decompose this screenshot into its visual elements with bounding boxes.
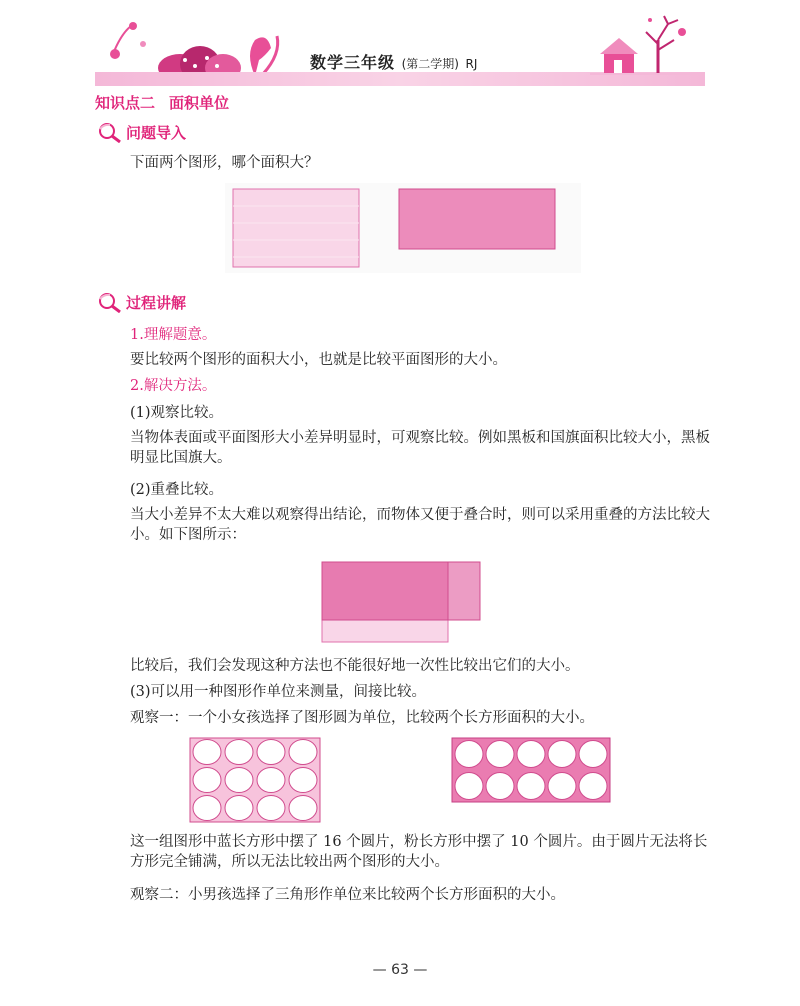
method3-title: (3)可以用一种图形作单位来测量，间接比较。	[130, 684, 427, 700]
section-title	[95, 92, 229, 113]
circle-tile	[289, 768, 317, 793]
method1-title: (1)观察比较。	[130, 405, 224, 421]
header-subtitle: (第二学期)	[401, 57, 459, 71]
circle-tile	[225, 740, 253, 765]
intro-figures	[225, 183, 581, 273]
circle-tile	[289, 796, 317, 821]
circle-tile	[548, 773, 576, 800]
observation1-text: 观察一：一个小女孩选择了图形圆为单位，比较两个长方形面积的大小。	[130, 710, 594, 726]
header-edition: RJ	[465, 57, 478, 71]
step2-title: 2.解决方法。	[130, 378, 217, 394]
step1-title: 1.理解题意。	[130, 327, 217, 343]
observation2-text: 观察二：小男孩选择了三角形作单位来比较两个长方形面积的大小。	[130, 887, 565, 903]
intro-question: 下面两个图形，哪个面积大？	[130, 155, 319, 171]
circle-tile	[257, 768, 285, 793]
page-header	[0, 0, 800, 92]
solid-rectangle	[399, 189, 555, 249]
method2-title: (2)重叠比较。	[130, 482, 224, 498]
step1-text: 要比较两个图形的面积大小，也就是比较平面图形的大小。	[130, 352, 507, 368]
circles-left-rectangle	[188, 736, 322, 824]
method2-text-content: 当大小差异不太大难以观察得出结论，而物体又便于叠合时，则可以采用重叠的方法比较大小。如下图所示：	[130, 507, 710, 543]
method1-text	[130, 428, 710, 468]
header-title	[310, 50, 477, 73]
circle-tile	[455, 741, 483, 768]
circles-right-rectangle	[450, 736, 612, 804]
circle-tile	[289, 740, 317, 765]
circle-tile	[193, 768, 221, 793]
circle-tile	[455, 773, 483, 800]
circle-tile	[193, 796, 221, 821]
circle-tile	[257, 740, 285, 765]
circle-tile	[579, 773, 607, 800]
method2-text	[130, 505, 710, 545]
intro-label: 问题导入	[126, 123, 187, 142]
circle-tile	[486, 773, 514, 800]
section-title-b: 面积单位	[169, 94, 230, 112]
circle-tile	[193, 740, 221, 765]
circle-tile	[257, 796, 285, 821]
header-decoration-left-icon	[95, 14, 285, 80]
after-overlap-text: 比较后，我们会发现这种方法也不能很好地一次性比较出它们的大小。	[130, 658, 580, 674]
observation1-result-content: 这一组图形中蓝长方形中摆了 16 个圆片，粉长方形中摆了 10 个圆片。由于圆片无法将长方形完全铺满，所以无法比较出两个图形的大小。	[130, 834, 708, 870]
circle-tile	[517, 773, 545, 800]
circle-tile	[486, 741, 514, 768]
observation1-result	[130, 832, 710, 872]
magnifier-icon	[96, 121, 122, 143]
method1-text-content: 当物体表面或平面图形大小差异明显时，可观察比较。例如黑板和国旗面积比较大小，黑板明显比国旗大。	[130, 430, 710, 466]
circle-tile	[517, 741, 545, 768]
circle-tile	[225, 796, 253, 821]
section-title-a: 知识点二	[95, 94, 156, 112]
process-heading	[96, 290, 186, 314]
overlap-figure	[320, 560, 484, 646]
circle-tile	[548, 741, 576, 768]
process-label: 过程讲解	[126, 293, 187, 312]
magnifier-icon	[96, 291, 122, 313]
header-decoration-right-icon	[590, 10, 700, 80]
intro-heading	[96, 120, 186, 144]
page-number: — 63 —	[372, 962, 428, 978]
circle-tile	[225, 768, 253, 793]
lined-rectangle	[233, 189, 359, 267]
circle-tile	[579, 741, 607, 768]
header-title-text: 数学三年级	[310, 53, 396, 72]
